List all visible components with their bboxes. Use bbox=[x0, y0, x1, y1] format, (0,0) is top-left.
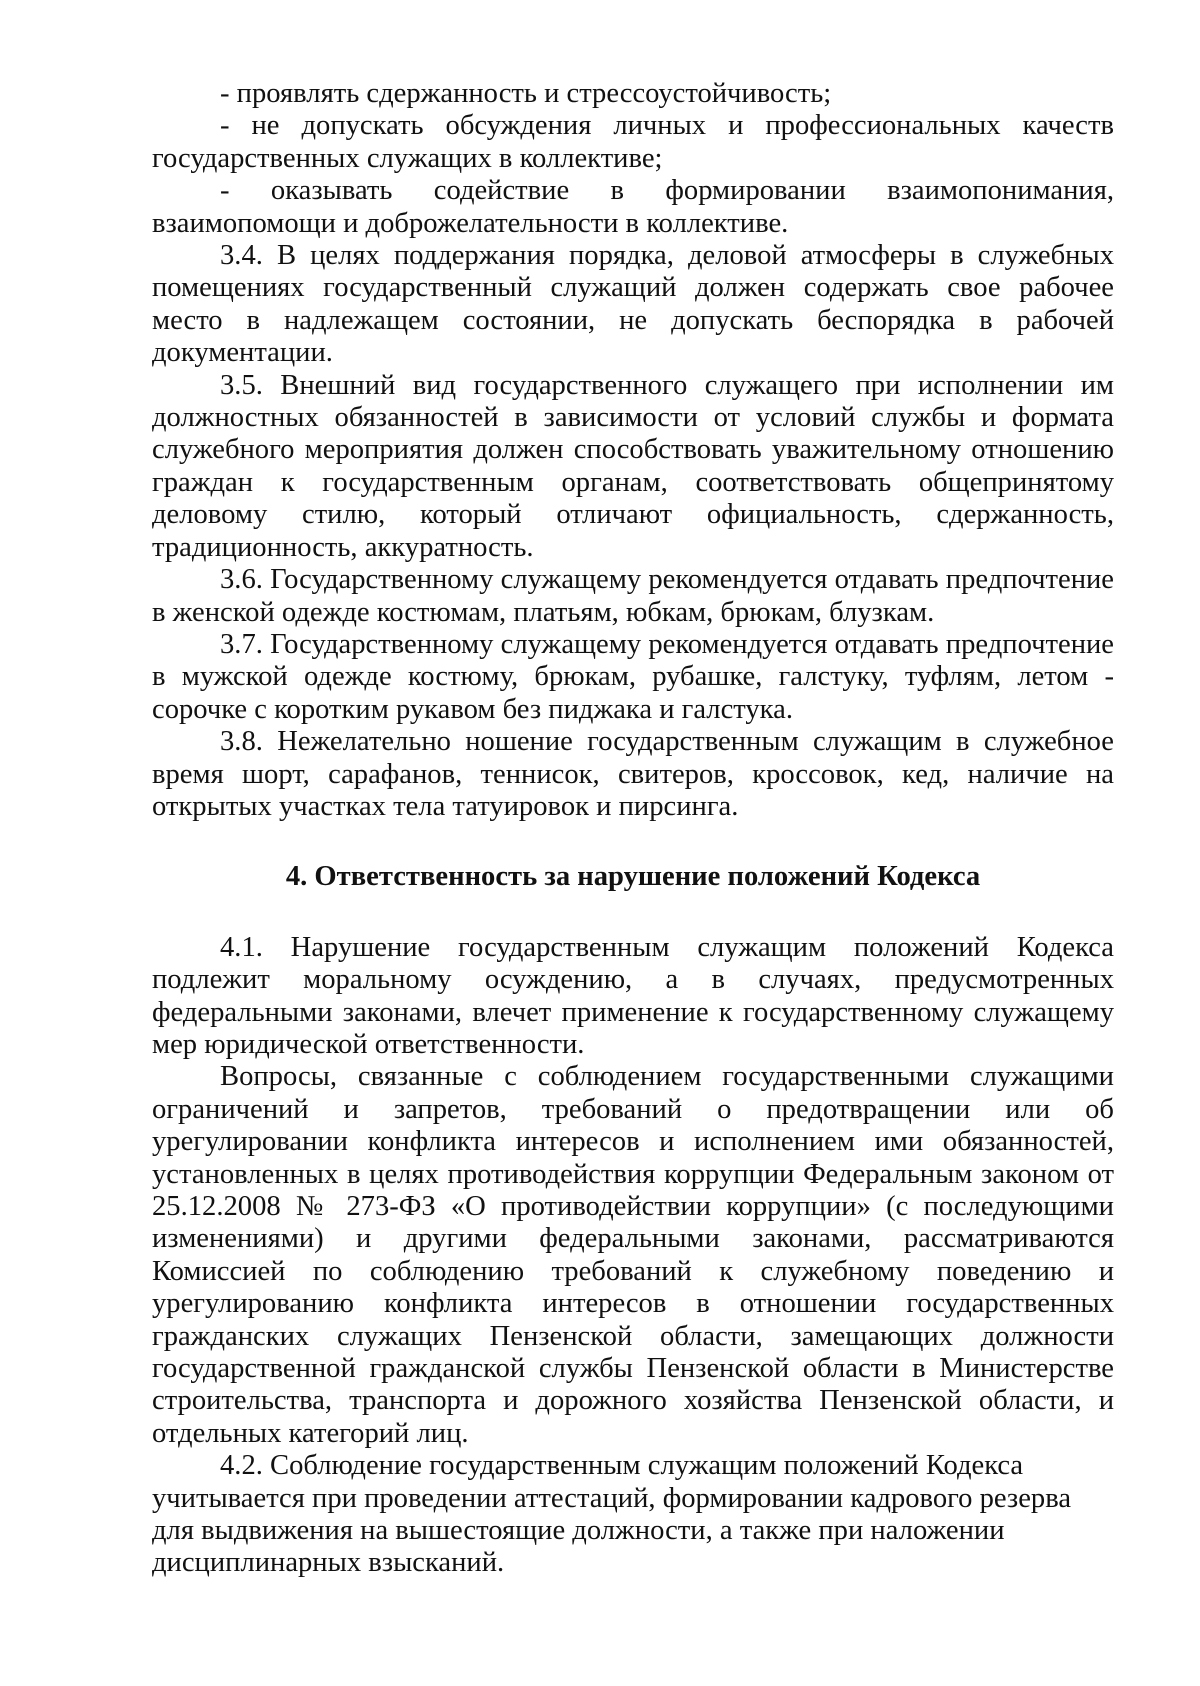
paragraph-3-4: 3.4. В целях поддержания порядка, деловой атмосферы в служебных помещениях государственный служащий должен содержать свое рабочее место в надлежащем состоянии, не допускать беспорядка в рабочей документации. bbox=[152, 240, 1114, 369]
paragraph-4-1: 4.1. Нарушение государственным служащим положений Кодекса подлежит моральному осуждению, а в случаях, предусмотренных федеральными законами, влечет применение к государственному служащему мер юридической ответственности. bbox=[152, 931, 1114, 1060]
paragraph-bullet-no-discussion: - не допускать обсуждения личных и профессиональных качеств государственных служащих в коллективе; bbox=[152, 110, 1114, 174]
section-heading: 4. Ответственность за нарушение положений Кодекса bbox=[285, 861, 981, 893]
paragraph-3-6: 3.6. Государственному служащему рекомендуется отдавать предпочтение в женской одежде костюмам, платьям, юбкам, брюкам, блузкам. bbox=[152, 564, 1114, 628]
paragraph-4-2: 4.2. Соблюдение государственным служащим положений Кодекса учитывается при проведении аттестаций, формировании кадрового резерва для выдвижения на вышестоящие должности, а также при наложении дисциплинарных взысканий. bbox=[152, 1450, 1072, 1579]
paragraph-3-7: 3.7. Государственному служащему рекомендуется отдавать предпочтение в мужской одежде костюму, брюкам, рубашке, галстуку, туфлям, летом - сорочке с коротким рукавом без пиджака и галстука. bbox=[152, 628, 1114, 725]
paragraph-bullet-assistance: - оказывать содействие в формировании взаимопонимания, взаимопомощи и доброжелательности в коллективе. bbox=[152, 175, 1114, 239]
paragraph-bullet-restraint: - проявлять сдержанность и стрессоустойчивость; bbox=[220, 78, 832, 109]
document-body bbox=[152, 78, 1114, 1580]
paragraph-3-5: 3.5. Внешний вид государственного служащего при исполнении им должностных обязанностей в зависимости от условий службы и формата служебного мероприятия должен способствовать уважительному отношению граждан к государственным органам, соответствовать общепринятому деловому стилю, который отличают официальность, сдержанность, традиционность, аккуратность. bbox=[152, 369, 1114, 563]
paragraph-3-8: 3.8. Нежелательно ношение государственным служащим в служебное время шорт, сарафанов, теннисок, свитеров, кроссовок, кед, наличие на открытых участках тела татуировок и пирсинга. bbox=[152, 726, 1114, 822]
paragraph-corruption-questions: Вопросы, связанные с соблюдением государственными служащими ограничений и запретов, требований о предотвращении или об урегулировании конфликта интересов и исполнением ими обязанностей, установленных в целях противодействия коррупции Федеральным законом от 25.12.2008 № 273-ФЗ «О противодействии коррупции» (с последующими изменениями) и другими федеральными законами, рассматриваются Комиссией по соблюдению требований к служебному поведению и урегулированию конфликта интересов в отношении государственных гражданских служащих Пензенской области, замещающих должности государственной гражданской службы Пензенской области в Министерстве строительства, транспорта и дорожного хозяйства Пензенской области, и отдельных категорий лиц. bbox=[152, 1061, 1114, 1449]
